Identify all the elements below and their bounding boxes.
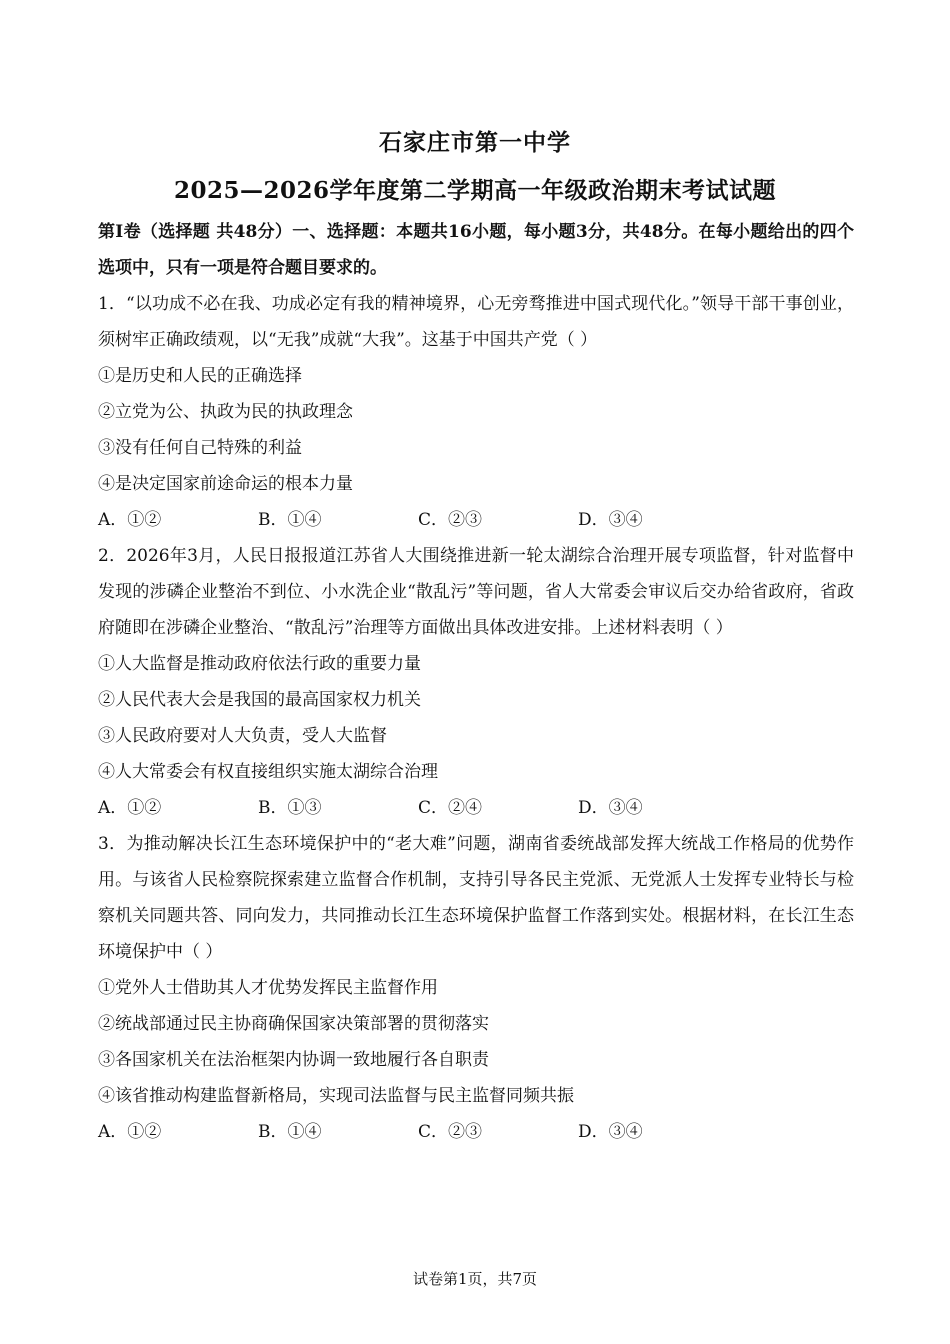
question-1 <box>98 286 854 538</box>
answer-choice-a: A．①② <box>98 798 162 818</box>
option-statement: ②统战部通过民主协商确保国家决策部署的贯彻落实 <box>98 1014 489 1034</box>
answer-choice-a: A．①② <box>98 510 162 530</box>
question-stem: 1．“以功成不必在我、功成必定有我的精神境界，心无旁骛推进中国式现代化。”领导干部干事创业，须树牢正确政绩观，以“无我”成就“大我”。这基于中国共产党（ ） <box>98 294 854 350</box>
option-statement: ②立党为公、执政为民的执政理念 <box>98 402 353 422</box>
answer-choices <box>98 502 854 538</box>
answer-choice-c: C．②③ <box>418 1122 483 1142</box>
answer-choice-c: C．②④ <box>418 798 483 818</box>
option-statement: ②人民代表大会是我国的最高国家权力机关 <box>98 690 421 710</box>
option-statement: ③各国家机关在法治框架内协调一致地履行各自职责 <box>98 1050 489 1070</box>
question-stem: 3．为推动解决长江生态环境保护中的“老大难”问题，湖南省委统战部发挥大统战工作格局的优势作用。与该省人民检察院探索建立监督合作机制，支持引导各民主党派、无党派人士发挥专业特长与检察机关同题共答、同向发力，共同推动长江生态环境保护监督工作落到实处。根据材料，在长江生态环境保护中（ ） <box>98 834 854 962</box>
option-statement: ④人大常委会有权直接组织实施太湖综合治理 <box>98 762 438 782</box>
answer-choice-d: D．③④ <box>578 1122 643 1142</box>
option-statement: ③没有任何自己特殊的利益 <box>98 438 302 458</box>
option-statement: ④该省推动构建监督新格局，实现司法监督与民主监督同频共振 <box>98 1086 574 1106</box>
question-3 <box>98 826 854 1150</box>
exam-title: 2025—2026学年度第二学期高一年级政治期末考试试题 <box>173 177 777 204</box>
answer-choice-d: D．③④ <box>578 798 643 818</box>
question-2 <box>98 538 854 826</box>
section-instructions: 第Ⅰ卷（选择题 共48分）一、选择题：本题共16小题，每小题3分，共48分。在每小题给出的四个选项中，只有一项是符合题目要求的。 <box>98 222 854 278</box>
option-statement: ①是历史和人民的正确选择 <box>98 366 302 386</box>
answer-choice-d: D．③④ <box>578 510 643 530</box>
option-statement: ①人大监督是推动政府依法行政的重要力量 <box>98 654 421 674</box>
answer-choice-b: B．①③ <box>258 798 322 818</box>
option-statement: ①党外人士借助其人才优势发挥民主监督作用 <box>98 978 438 998</box>
answer-choices <box>98 790 854 826</box>
exam-content <box>98 214 854 1150</box>
answer-choice-a: A．①② <box>98 1122 162 1142</box>
answer-choices <box>98 1114 854 1150</box>
page-footer: 试卷第1页，共7页 <box>412 1270 538 1288</box>
answer-choice-b: B．①④ <box>258 510 322 530</box>
answer-choice-c: C．②③ <box>418 510 483 530</box>
answer-choice-b: B．①④ <box>258 1122 322 1142</box>
question-stem: 2．2026年3月，人民日报报道江苏省人大围绕推进新一轮太湖综合治理开展专项监督，针对监督中发现的涉磷企业整治不到位、小水洗企业“散乱污”等问题，省人大常委会审议后交办给省政府，省政府随即在涉磷企业整治、“散乱污”治理等方面做出具体改进安排。上述材料表明（ ） <box>98 546 854 638</box>
option-statement: ③人民政府要对人大负责，受人大监督 <box>98 726 387 746</box>
school-title: 石家庄市第一中学 <box>379 129 571 156</box>
option-statement: ④是决定国家前途命运的根本力量 <box>98 474 353 494</box>
